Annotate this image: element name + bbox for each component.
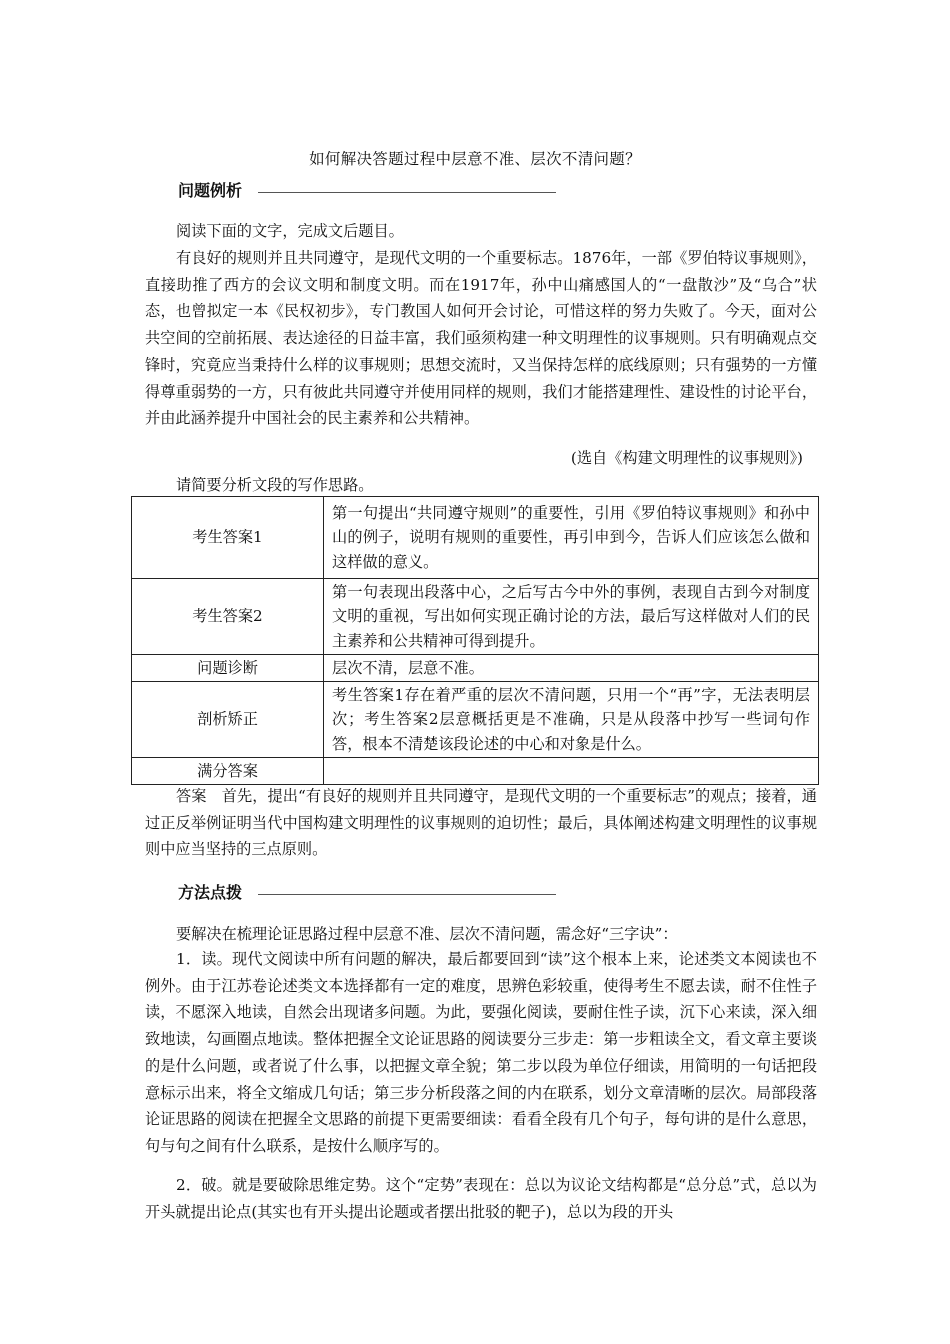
row-content: 第一句表现出段落中心，之后写古今中外的事例，表现自古到今对制度文明的重视，写出如何实现正确讨论的方法，最后写这样做对人们的民主素养和公共精神可得到提升。: [324, 579, 819, 655]
question-prompt: 请简要分析文段的写作思路。: [176, 476, 374, 494]
method-intro: 要解决在梳理论证思路过程中层意不准、层次不清问题，需念好“三字诀”：: [176, 925, 678, 943]
reading-instruction: 阅读下面的文字，完成文后题目。: [176, 222, 404, 240]
answer-table: [131, 496, 819, 785]
section-divider: [258, 894, 556, 895]
table-row: [132, 497, 819, 579]
table-row: [132, 579, 819, 655]
row-content: 层次不清，层意不准。: [324, 655, 819, 682]
table-row: [132, 655, 819, 682]
row-label: 考生答案1: [132, 497, 324, 579]
model-answer: 答案 首先，提出“有良好的规则并且共同遵守，是现代文明的一个重要标志”的观点；接着，通过正反举例证明当代中国构建文明理性的议事规则的迫切性；最后，具体阐述构建文明理性的议事规则中应当坚持的三点原则。: [145, 787, 817, 859]
reading-passage: 有良好的规则并且共同遵守，是现代文明的一个重要标志。1876年，一部《罗伯特议事规则》，直接助推了西方的会议文明和制度文明。而在1917年，孙中山痛感国人的“一盘散沙”及“乌合”状态，也曾拟定一本《民权初步》，专门教国人如何开会讨论，可惜这样的努力失败了。今天，面对公共空间的空前拓展、表达途径的日益丰富，我们亟须构建一种文明理性的议事规则。只有明确观点交锋时，究竟应当秉持什么样的议事规则；思想交流时，又当保持怎样的底线原则；只有强势的一方懂得尊重弱势的一方，只有彼此共同遵守并使用同样的规则，我们才能搭建理性、建设性的讨论平台，并由此涵养提升中国社会的民主素养和公共精神。: [145, 249, 817, 428]
section-divider: [258, 192, 556, 193]
section-heading-problem-analysis: 问题例析: [178, 181, 243, 200]
row-label: 问题诊断: [132, 655, 324, 682]
row-label: 满分答案: [132, 758, 324, 785]
method-point-break: 2．破。就是要破除思维定势。这个“定势”表现在：总以为议论文结构都是“总分总”式，总以为开头就提出论点(其实也有开头提出论题或者摆出批驳的靶子)，总以为段的开头: [145, 1176, 817, 1221]
row-content: [324, 758, 819, 785]
row-content: 考生答案1存在着严重的层次不清问题，只用一个“再”字，无法表明层次；考生答案2层意概括更是不准确，只是从段落中抄写一些词句作答，根本不清楚该段论述的中心和对象是什么。: [324, 682, 819, 758]
passage-source: (选自《构建文明理性的议事规则》): [570, 449, 803, 467]
method-point-read: 1．读。现代文阅读中所有问题的解决，最后都要回到“读”这个根本上来，论述类文本阅读也不例外。由于江苏卷论述类文本选择都有一定的难度，思辨色彩较重，使得考生不愿去读，耐不住性子读，不愿深入地读，自然会出现诸多问题。为此，要强化阅读，要耐住性子读，沉下心来读，深入细致地读，勾画圈点地读。整体把握全文论证思路的阅读要分三步走：第一步粗读全文，看文章主要谈的是什么问题，或者说了什么事，以把握文章全貌；第二步以段为单位仔细读，用简明的一句话把段意标示出来，将全文缩成几句话；第三步分析段落之间的内在联系，划分文章清晰的层次。局部段落论证思路的阅读在把握全文思路的前提下更需要细读：看看全段有几个句子，每句讲的是什么意思，句与句之间有什么联系，是按什么顺序写的。: [145, 950, 817, 1155]
row-label: 剖析矫正: [132, 682, 324, 758]
row-content: 第一句提出“共同遵守规则”的重要性，引用《罗伯特议事规则》和孙中山的例子，说明有规则的重要性，再引申到今，告诉人们应该怎么做和这样做的意义。: [324, 497, 819, 579]
table-row: [132, 682, 819, 758]
table-row: [132, 758, 819, 785]
section-heading-method-tips: 方法点拨: [178, 883, 243, 902]
row-label: 考生答案2: [132, 579, 324, 655]
document-title: 如何解决答题过程中层意不准、层次不清问题？: [309, 150, 641, 168]
